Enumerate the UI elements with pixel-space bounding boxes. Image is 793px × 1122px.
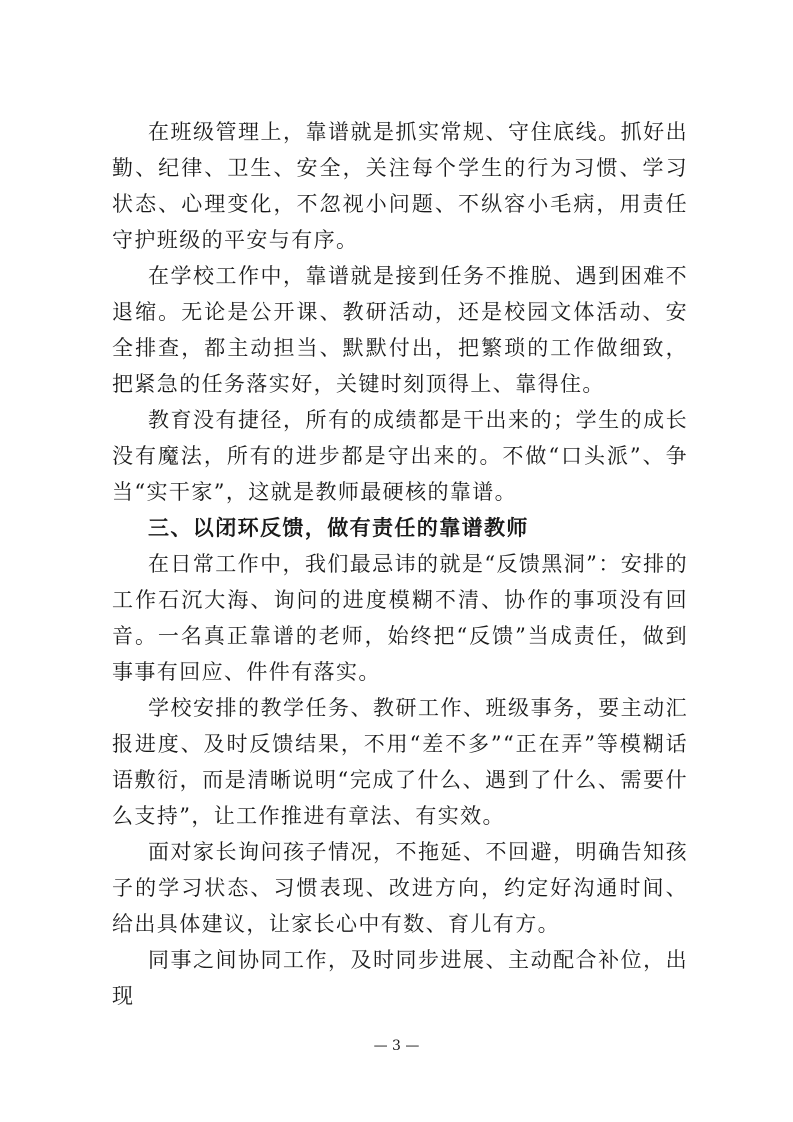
paragraph-colleagues: 同事之间协同工作，及时同步进展、主动配合补位，出现 [112, 948, 688, 1008]
page-number: — 3 — [373, 1038, 420, 1054]
paragraph-school-work: 在学校工作中，靠谱就是接到任务不推脱、遇到困难不退缩。无论是公开课、教研活动，还是校园文体活动、安全排查，都主动担当、默默付出，把繁琐的工作做细致，把紧急的任务落实好，关键时刻顶得上、靠得住。 [112, 264, 688, 396]
section-heading-3: 三、以闭环反馈，做有责任的靠谱教师 [148, 515, 529, 540]
document-body [112, 114, 688, 1014]
paragraph-no-shortcut: 教育没有捷径，所有的成绩都是干出来的；学生的成长没有魔法，所有的进步都是守出来的。不做“口头派”、争当“实干家”，这就是教师最硬核的靠谱。 [112, 408, 688, 504]
paragraph-school-tasks: 学校安排的教学任务、教研工作、班级事务，要主动汇报进度、及时反馈结果，不用“差不多”“正在弄”等模糊话语敷衍，而是清晰说明“完成了什么、遇到了什么、需要什么支持”，让工作推进有章法、有实效。 [112, 696, 688, 828]
paragraph-parents: 面对家长询问孩子情况，不拖延、不回避，明确告知孩子的学习状态、习惯表现、改进方向，约定好沟通时间、给出具体建议，让家长心中有数、育儿有方。 [112, 840, 688, 936]
paragraph-feedback-blackhole: 在日常工作中，我们最忌讳的就是“反馈黑洞”：安排的工作石沉大海、询问的进度模糊不清、协作的事项没有回音。一名真正靠谱的老师，始终把“反馈”当成责任，做到事事有回应、件件有落实。 [112, 552, 688, 684]
paragraph-class-management: 在班级管理上，靠谱就是抓实常规、守住底线。抓好出勤、纪律、卫生、安全，关注每个学生的行为习惯、学习状态、心理变化，不忽视小问题、不纵容小毛病，用责任守护班级的平安与有序。 [112, 120, 688, 252]
